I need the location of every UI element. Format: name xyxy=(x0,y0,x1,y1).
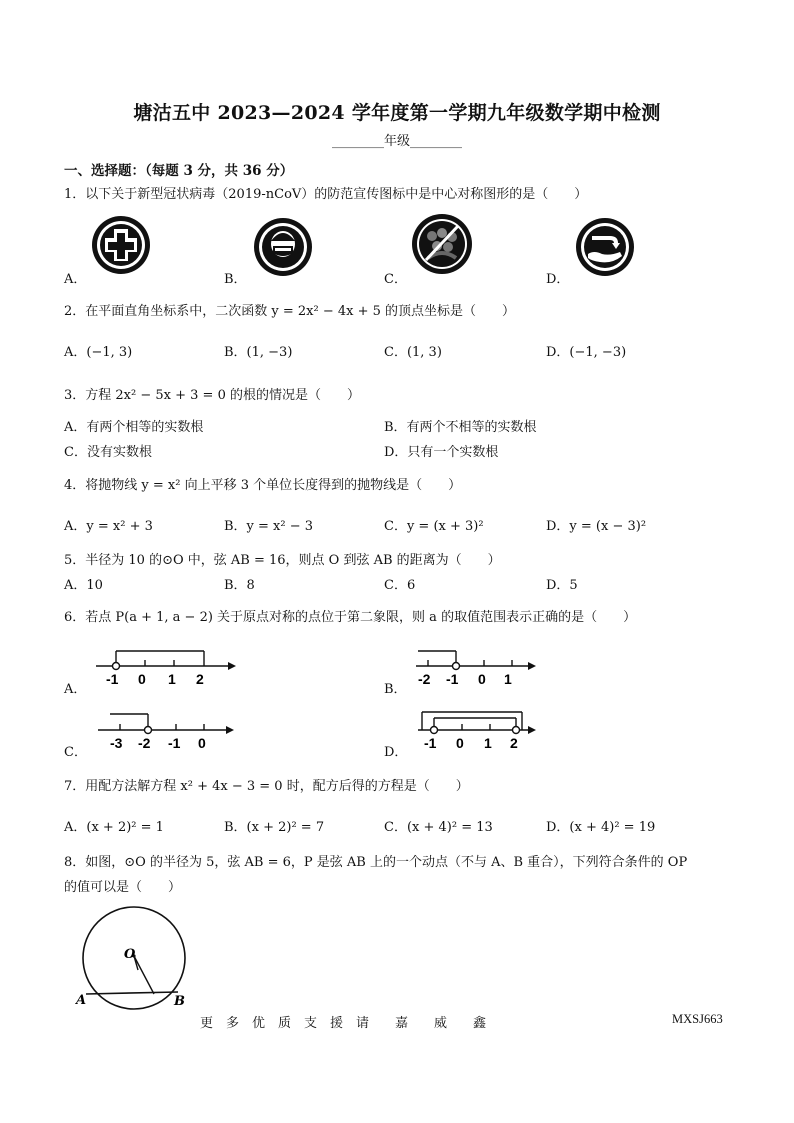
q5-option-d: D．5 xyxy=(546,578,578,593)
q1-option-b-label: B． xyxy=(224,272,247,287)
footer-code: MXSJ663 xyxy=(672,1012,723,1026)
number-line-b xyxy=(412,642,542,690)
q1-option-d-label: D． xyxy=(546,272,570,287)
q4-option-b: B．y = x² − 3 xyxy=(224,519,314,534)
question-5-stem: 5．半径为 10 的⊙O 中，弦 AB = 16，则点 O 到弦 AB 的距离为（ ） xyxy=(64,553,501,568)
q7-option-c: C．(x + 4)² = 13 xyxy=(384,820,493,835)
number-line-d xyxy=(412,702,542,752)
circle-chord-figure xyxy=(74,906,194,1016)
line-b-tick-4: 1 xyxy=(504,671,512,687)
line-b-tick-3: 0 xyxy=(478,671,486,687)
line-b-tick-1: -2 xyxy=(418,671,431,687)
line-c-tick-2: -2 xyxy=(138,735,151,751)
line-c-tick-1: -3 xyxy=(110,735,123,751)
q1-option-c-label: C． xyxy=(384,272,407,287)
section-heading: 一、选择题：（每题 3 分，共 36 分） xyxy=(64,163,294,179)
question-8-stem-line-2: 的值可以是（ ） xyxy=(64,880,182,895)
crowd-prohibited-icon xyxy=(410,212,474,276)
q7-option-a: A．(x + 2)² = 1 xyxy=(64,820,164,835)
line-c-tick-4: 0 xyxy=(198,735,206,751)
q2-option-b: B．(1, −3) xyxy=(224,345,293,360)
line-d-tick-3: 1 xyxy=(484,735,492,751)
q7-option-b: B．(x + 2)² = 7 xyxy=(224,820,325,835)
question-8-stem-line-1: 8．如图，⊙O 的半径为 5，弦 AB = 6，P 是弦 AB 上的一个动点（不与 A、B 重合），下列符合条件的 OP xyxy=(64,855,688,870)
question-2-stem: 2．在平面直角坐标系中，二次函数 y = 2x² − 4x + 5 的顶点坐标是（ ） xyxy=(64,304,516,319)
q6-option-a-label: A． xyxy=(64,682,87,697)
line-c-tick-3: -1 xyxy=(168,735,181,751)
q4-option-c: C．y = (x + 3)² xyxy=(384,519,484,534)
number-line-c xyxy=(92,704,242,752)
q1-option-a-label: A． xyxy=(64,272,87,287)
q5-option-b: B．8 xyxy=(224,578,255,593)
line-b-tick-2: -1 xyxy=(446,671,459,687)
line-a-tick-3: 1 xyxy=(168,671,176,687)
question-3-stem: 3．方程 2x² − 5x + 3 = 0 的根的情况是（ ） xyxy=(64,388,360,403)
question-4-stem: 4．将抛物线 y = x² 向上平移 3 个单位长度得到的抛物线是（ ） xyxy=(64,478,462,493)
line-d-tick-1: -1 xyxy=(424,735,437,751)
question-1-stem: 1．以下关于新型冠状病毒（2019-nCoV）的防范宣传图标中是中心对称图形的是（ ） xyxy=(64,187,588,202)
label-b: B xyxy=(174,994,185,1009)
q3-option-c: C．没有实数根 xyxy=(64,445,152,460)
q2-option-d: D．(−1, −3) xyxy=(546,345,627,360)
line-a-tick-4: 2 xyxy=(196,671,204,687)
q7-option-d: D．(x + 4)² = 19 xyxy=(546,820,656,835)
label-o: O xyxy=(124,947,136,962)
q3-option-d: D．只有一个实数根 xyxy=(384,445,499,460)
q4-option-a: A．y = x² + 3 xyxy=(64,519,153,534)
q5-option-c: C．6 xyxy=(384,578,416,593)
label-a: A xyxy=(76,993,87,1008)
line-d-tick-2: 0 xyxy=(456,735,464,751)
q5-option-a: A．10 xyxy=(64,578,103,593)
q2-option-a: A．(−1, 3) xyxy=(64,345,133,360)
q3-option-b: B．有两个不相等的实数根 xyxy=(384,420,537,435)
question-6-stem: 6．若点 P(a + 1, a − 2) 关于原点对称的点位于第二象限，则 a 的取值范围表示正确的是（ ） xyxy=(64,610,637,625)
q3-option-a: A．有两个相等的实数根 xyxy=(64,420,204,435)
q2-option-c: C．(1, 3) xyxy=(384,345,442,360)
line-d-tick-4: 2 xyxy=(510,735,518,751)
grade-line: ________年级________ xyxy=(331,134,462,149)
q6-option-c-label: C． xyxy=(64,745,87,760)
number-line-a xyxy=(92,642,242,690)
medical-cross-icon xyxy=(90,214,152,276)
question-7-stem: 7．用配方法解方程 x² + 4x − 3 = 0 时，配方后得的方程是（ ） xyxy=(64,779,469,794)
q6-option-d-label: D． xyxy=(384,745,408,760)
line-a-tick-1: -1 xyxy=(106,671,119,687)
line-a-tick-2: 0 xyxy=(138,671,146,687)
hand-washing-icon xyxy=(574,216,636,278)
q6-option-b-label: B． xyxy=(384,682,407,697)
exam-title: 塘沽五中 2023—2024 学年度第一学期九年级数学期中检测 xyxy=(133,102,661,124)
masked-person-icon xyxy=(252,216,314,278)
footer-promo-text: 更 多 优 质 支 援 请 嘉 威 鑫 xyxy=(200,1016,487,1031)
q4-option-d: D．y = (x − 3)² xyxy=(546,519,647,534)
